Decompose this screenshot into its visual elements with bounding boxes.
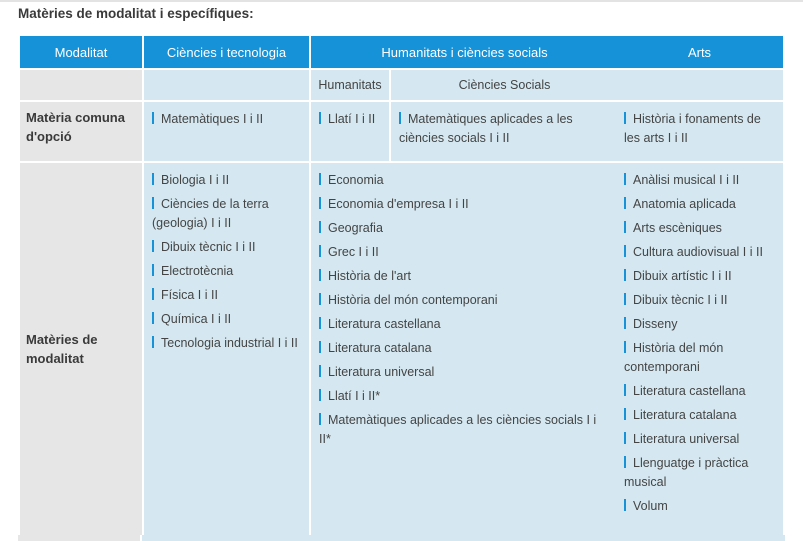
subject-item <box>319 411 610 449</box>
bullet-bar-icon <box>152 173 154 185</box>
bullet-bar-icon <box>624 384 626 396</box>
subject-label: Història de l'art <box>328 269 411 283</box>
cell-comuna-humanitats <box>311 102 389 161</box>
bullet-bar-icon <box>152 112 154 124</box>
subject-label: Economia d'empresa I i II <box>328 197 469 211</box>
bullet-bar-icon <box>152 312 154 324</box>
subject-label: Llatí I i II <box>328 112 376 126</box>
subject-label: Matemàtiques I i II <box>161 112 264 126</box>
bullet-bar-icon <box>319 413 321 425</box>
subject-item <box>152 238 301 257</box>
cell-modalitat-ciencies <box>144 163 309 535</box>
bullet-bar-icon <box>319 365 321 377</box>
bullet-bar-icon <box>319 317 321 329</box>
col-header-humanitats-ciencies: Humanitats i ciències socials <box>311 36 618 68</box>
bullet-bar-icon <box>624 245 626 257</box>
subject-label: Anàlisi musical I i II <box>633 173 740 187</box>
subject-label: Dibuix artístic I i II <box>633 269 732 283</box>
subject-label: Geografia <box>328 221 383 235</box>
subject-label: Biologia I i II <box>161 173 230 187</box>
top-divider <box>0 0 803 2</box>
bullet-bar-icon <box>624 293 626 305</box>
bullet-bar-icon <box>152 240 154 252</box>
bullet-bar-icon <box>152 336 154 348</box>
subject-item <box>624 110 775 148</box>
subject-label: Disseny <box>633 317 678 331</box>
subject-label: Literatura catalana <box>633 408 737 422</box>
bullet-bar-icon <box>152 197 154 209</box>
bullet-bar-icon <box>624 456 626 468</box>
subject-item <box>152 110 301 129</box>
subject-label: Literatura universal <box>328 365 435 379</box>
bullet-bar-icon <box>624 269 626 281</box>
subject-item <box>624 497 775 516</box>
cell-modalitat-arts <box>616 163 783 535</box>
bullet-bar-icon <box>624 173 626 185</box>
subject-item <box>624 339 775 377</box>
section-heading: Matèries de modalitat i específiques: <box>18 6 254 21</box>
subject-label: Dibuix tècnic I i II <box>633 293 728 307</box>
subject-item <box>399 110 610 148</box>
bullet-bar-icon <box>319 389 321 401</box>
bullet-bar-icon <box>319 173 321 185</box>
subject-label: Literatura universal <box>633 432 740 446</box>
subject-item <box>624 243 775 262</box>
arts-table <box>614 34 785 537</box>
subject-item <box>624 382 775 401</box>
bullet-bar-icon <box>319 221 321 233</box>
bullet-bar-icon <box>319 197 321 209</box>
bullet-bar-icon <box>319 245 321 257</box>
bullet-bar-icon <box>319 269 321 281</box>
subject-item <box>152 195 301 233</box>
subject-item <box>624 406 775 425</box>
subject-label: Ciències de la terra (geologia) I i II <box>152 197 269 230</box>
subject-label: Matemàtiques aplicades a les ciències socials I i II <box>399 112 573 145</box>
cell-comuna-arts <box>616 102 783 161</box>
subject-item <box>319 291 610 310</box>
subject-item <box>319 243 610 262</box>
subheader-humanitats: Humanitats <box>311 70 389 100</box>
bullet-bar-icon <box>624 408 626 420</box>
subject-item <box>624 171 775 190</box>
bullet-bar-icon <box>624 197 626 209</box>
subject-item <box>152 310 301 329</box>
subject-item <box>624 454 775 492</box>
subject-label: Història del món contemporani <box>624 341 724 374</box>
row-label-modalitat: Matèries de modalitat <box>20 163 142 535</box>
row-label-comuna: Matèria comuna d'opció <box>20 102 142 161</box>
subject-label: Dibuix tècnic I i II <box>161 240 256 254</box>
subject-label: Llenguatge i pràctica musical <box>624 456 749 489</box>
empty-arts-sub-cell <box>616 70 783 100</box>
subject-item <box>319 387 610 406</box>
next-row-peek <box>18 535 785 541</box>
subject-label: Literatura castellana <box>633 384 746 398</box>
subject-label: Arts escèniques <box>633 221 722 235</box>
bullet-bar-icon <box>624 432 626 444</box>
bullet-bar-icon <box>319 341 321 353</box>
subject-label: Llatí I i II* <box>328 389 381 403</box>
subject-label: Química I i II <box>161 312 232 326</box>
bullet-bar-icon <box>152 264 154 276</box>
bullet-bar-icon <box>624 317 626 329</box>
subject-item <box>152 334 301 353</box>
subject-label: Literatura catalana <box>328 341 432 355</box>
subject-label: Volum <box>633 499 668 513</box>
subject-label: Història del món contemporani <box>328 293 498 307</box>
subject-item <box>152 262 301 281</box>
bullet-bar-icon <box>624 499 626 511</box>
bullet-bar-icon <box>624 112 626 124</box>
subject-label: Anatomia aplicada <box>633 197 736 211</box>
subject-item <box>319 363 610 382</box>
subject-item <box>624 267 775 286</box>
subject-label: Física I i II <box>161 288 218 302</box>
subject-item <box>624 430 775 449</box>
subject-item <box>319 339 610 358</box>
subject-item <box>319 219 610 238</box>
subject-item <box>152 171 301 190</box>
subject-label: Història i fonaments de les arts I i II <box>624 112 761 145</box>
subheader-ciencies-socials: Ciències Socials <box>391 70 618 100</box>
bullet-bar-icon <box>624 221 626 233</box>
bullet-bar-icon <box>399 112 401 124</box>
subject-label: Cultura audiovisual I i II <box>633 245 763 259</box>
bullet-bar-icon <box>152 288 154 300</box>
subjects-table <box>18 34 620 537</box>
bullet-bar-icon <box>319 112 321 124</box>
subject-item <box>319 267 610 286</box>
subject-label: Electrotècnia <box>161 264 234 278</box>
subject-item <box>319 171 610 190</box>
empty-sub-cell <box>144 70 309 100</box>
bullet-bar-icon <box>319 293 321 305</box>
subject-item <box>319 315 610 334</box>
subject-item <box>624 291 775 310</box>
subject-label: Grec I i II <box>328 245 379 259</box>
subject-item <box>624 195 775 214</box>
empty-side-cell <box>20 70 142 100</box>
subject-label: Literatura castellana <box>328 317 441 331</box>
cell-comuna-ciencies-socials <box>391 102 618 161</box>
subject-item <box>319 110 381 129</box>
subject-item <box>319 195 610 214</box>
subject-label: Matemàtiques aplicades a les ciències socials I i II* <box>319 413 597 446</box>
bullet-bar-icon <box>624 341 626 353</box>
cell-modalitat-humanitats-ciencies <box>311 163 618 535</box>
col-header-ciencies: Ciències i tecnologia <box>144 36 309 68</box>
subject-item <box>624 219 775 238</box>
cell-comuna-ciencies <box>144 102 309 161</box>
subject-label: Economia <box>328 173 384 187</box>
col-header-arts: Arts <box>616 36 783 68</box>
subject-item <box>624 315 775 334</box>
subject-label: Tecnologia industrial I i II <box>161 336 298 350</box>
subject-item <box>152 286 301 305</box>
col-header-modalitat: Modalitat <box>20 36 142 68</box>
